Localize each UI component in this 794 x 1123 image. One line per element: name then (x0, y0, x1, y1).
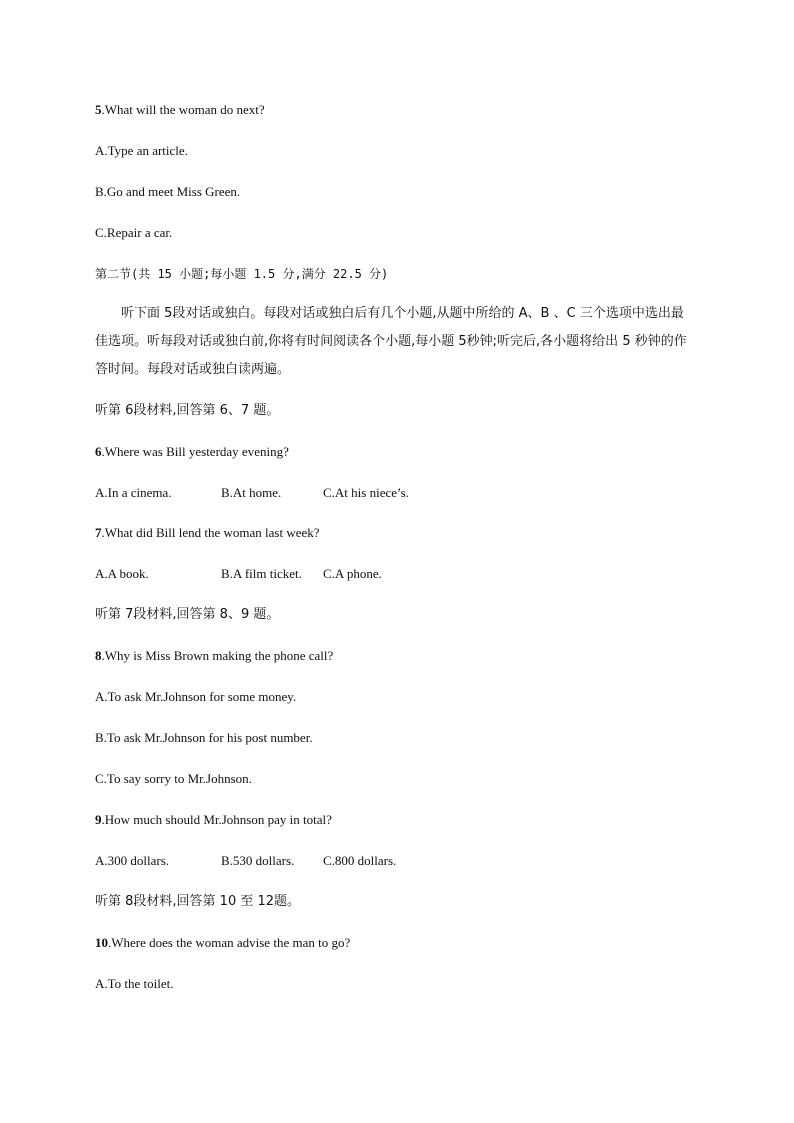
option-b: B.A film ticket. (221, 566, 302, 581)
question-text: .What did Bill lend the woman last week? (101, 525, 320, 540)
option-a: A.To ask Mr.Johnson for some money. (95, 689, 297, 704)
question-text: .Why is Miss Brown making the phone call? (101, 648, 334, 663)
option-c: C.To say sorry to Mr.Johnson. (95, 771, 252, 786)
material-group-heading: 听第 6段材料,回答第 6、7 题。 (95, 403, 280, 418)
material-group-heading: 听第 7段材料,回答第 8、9 题。 (95, 607, 280, 622)
question-text: .Where does the woman advise the man to go? (108, 935, 351, 950)
question-8 (95, 647, 333, 665)
option-c: C.A phone. (323, 566, 382, 581)
option-a: A.300 dollars. (95, 853, 170, 868)
option-c: C.800 dollars. (323, 853, 397, 868)
question-number: 5 (95, 102, 102, 117)
question-6 (95, 443, 289, 461)
question-text: .How much should Mr.Johnson pay in total? (101, 812, 332, 827)
section-instructions: 听下面 5段对话或独白。每段对话或独白后有几个小题,从题中所给的 A、B 、C 三个选项中选出最佳选项。听每段对话或独白前,你将有时间阅读各个小题,每小题 5秒钟;听完后,各小题将给出 5 秒钟的作答时间。每段对话或独白读两遍。 (95, 306, 687, 377)
option-c: C.Repair a car. (95, 225, 173, 240)
options-row (95, 565, 382, 583)
option-a: A.Type an article. (95, 143, 188, 158)
option-b: B.At home. (221, 485, 282, 500)
option-a: A.To the toilet. (95, 976, 174, 991)
option-a: A.A book. (95, 566, 149, 581)
question-7 (95, 524, 320, 542)
option-b: B.Go and meet Miss Green. (95, 184, 241, 199)
question-number: 10 (95, 935, 108, 950)
question-number: 8 (95, 648, 102, 663)
material-group-heading: 听第 8段材料,回答第 10 至 12题。 (95, 894, 301, 909)
question-10 (95, 934, 350, 952)
question-text: .What will the woman do next? (101, 102, 265, 117)
options-row (95, 484, 409, 502)
question-number: 7 (95, 525, 102, 540)
option-c: C.At his niece’s. (323, 485, 409, 500)
section-heading: 第二节(共 15 小题;每小题 1.5 分,满分 22.5 分) (95, 267, 389, 281)
option-b: B.To ask Mr.Johnson for his post number. (95, 730, 313, 745)
question-text: .Where was Bill yesterday evening? (101, 444, 289, 459)
option-a: A.In a cinema. (95, 485, 172, 500)
options-row (95, 852, 396, 870)
option-b: B.530 dollars. (221, 853, 295, 868)
question-number: 9 (95, 812, 102, 827)
question-number: 6 (95, 444, 102, 459)
question-9 (95, 811, 332, 829)
question-5 (95, 101, 265, 119)
